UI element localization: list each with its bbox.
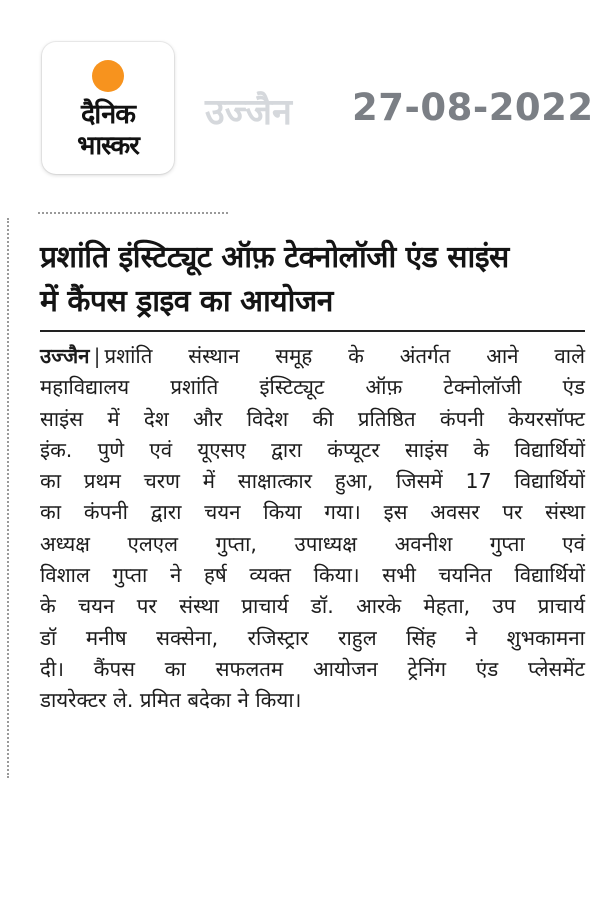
dateline: उज्जैन [40, 344, 90, 368]
body-line: का कंपनी द्वारा चयन किया गया। इस अवसर पर संस्था [40, 500, 585, 525]
body-line: महाविद्यालय प्रशांति इंस्टिट्यूट ऑफ़ टेक्नोलॉजी एंड [40, 375, 585, 400]
body-line-text: प्रशांति संस्थान समूह के अंतर्गत आने वाले [104, 344, 585, 368]
body-line: इंक. पुणे एवं यूएसए द्वारा कंप्यूटर साइंस के विद्यार्थियों [40, 437, 585, 462]
body-line: अध्यक्ष एलएल गुप्ता, उपाध्यक्ष अवनीश गुप्ता एवं [40, 531, 585, 556]
edition-date: 27-08-2022 [352, 86, 594, 129]
body-line: साइंस में देश और विदेश की प्रतिष्ठित कंपनी केयरसॉफ्ट [40, 406, 585, 431]
body-line: विशाल गुप्ता ने हर्ष व्यक्त किया। सभी चयनित विद्यार्थियों [40, 563, 585, 588]
clipping-top-edge [38, 212, 228, 214]
body-line: डायरेक्टर ले. प्रमित बदेका ने किया। [40, 688, 302, 713]
body-line: डॉ मनीष सक्सेना, रजिस्ट्रार राहुल सिंह ने शुभकामना [40, 625, 585, 650]
headline-divider [40, 330, 585, 332]
dateline-separator: | [93, 344, 101, 368]
logo-text-line2: भास्कर [77, 131, 139, 161]
clipping-left-edge [7, 218, 9, 778]
article-headline [40, 236, 585, 324]
body-line: का प्रथम चरण में साक्षात्कार हुआ, जिसमें 17 विद्यार्थियों [40, 469, 585, 494]
newspaper-logo [42, 42, 174, 174]
headline-line: प्रशांति इंस्टिट्यूट ऑफ़ टेक्नोलॉजी एंड साइंस [40, 240, 509, 275]
sun-icon [92, 60, 124, 92]
article-body [40, 341, 585, 717]
body-line [40, 341, 585, 372]
body-line: के चयन पर संस्था प्राचार्य डॉ. आरके मेहता, उप प्राचार्य [40, 594, 585, 619]
headline-line: में कैंपस ड्राइव का आयोजन [40, 284, 333, 319]
body-line: दी। कैंपस का सफलतम आयोजन ट्रेनिंग एंड प्लेसमेंट [40, 656, 585, 681]
logo-text-line1: दैनिक [80, 99, 136, 130]
edition-city: उज्जैन [205, 92, 293, 133]
